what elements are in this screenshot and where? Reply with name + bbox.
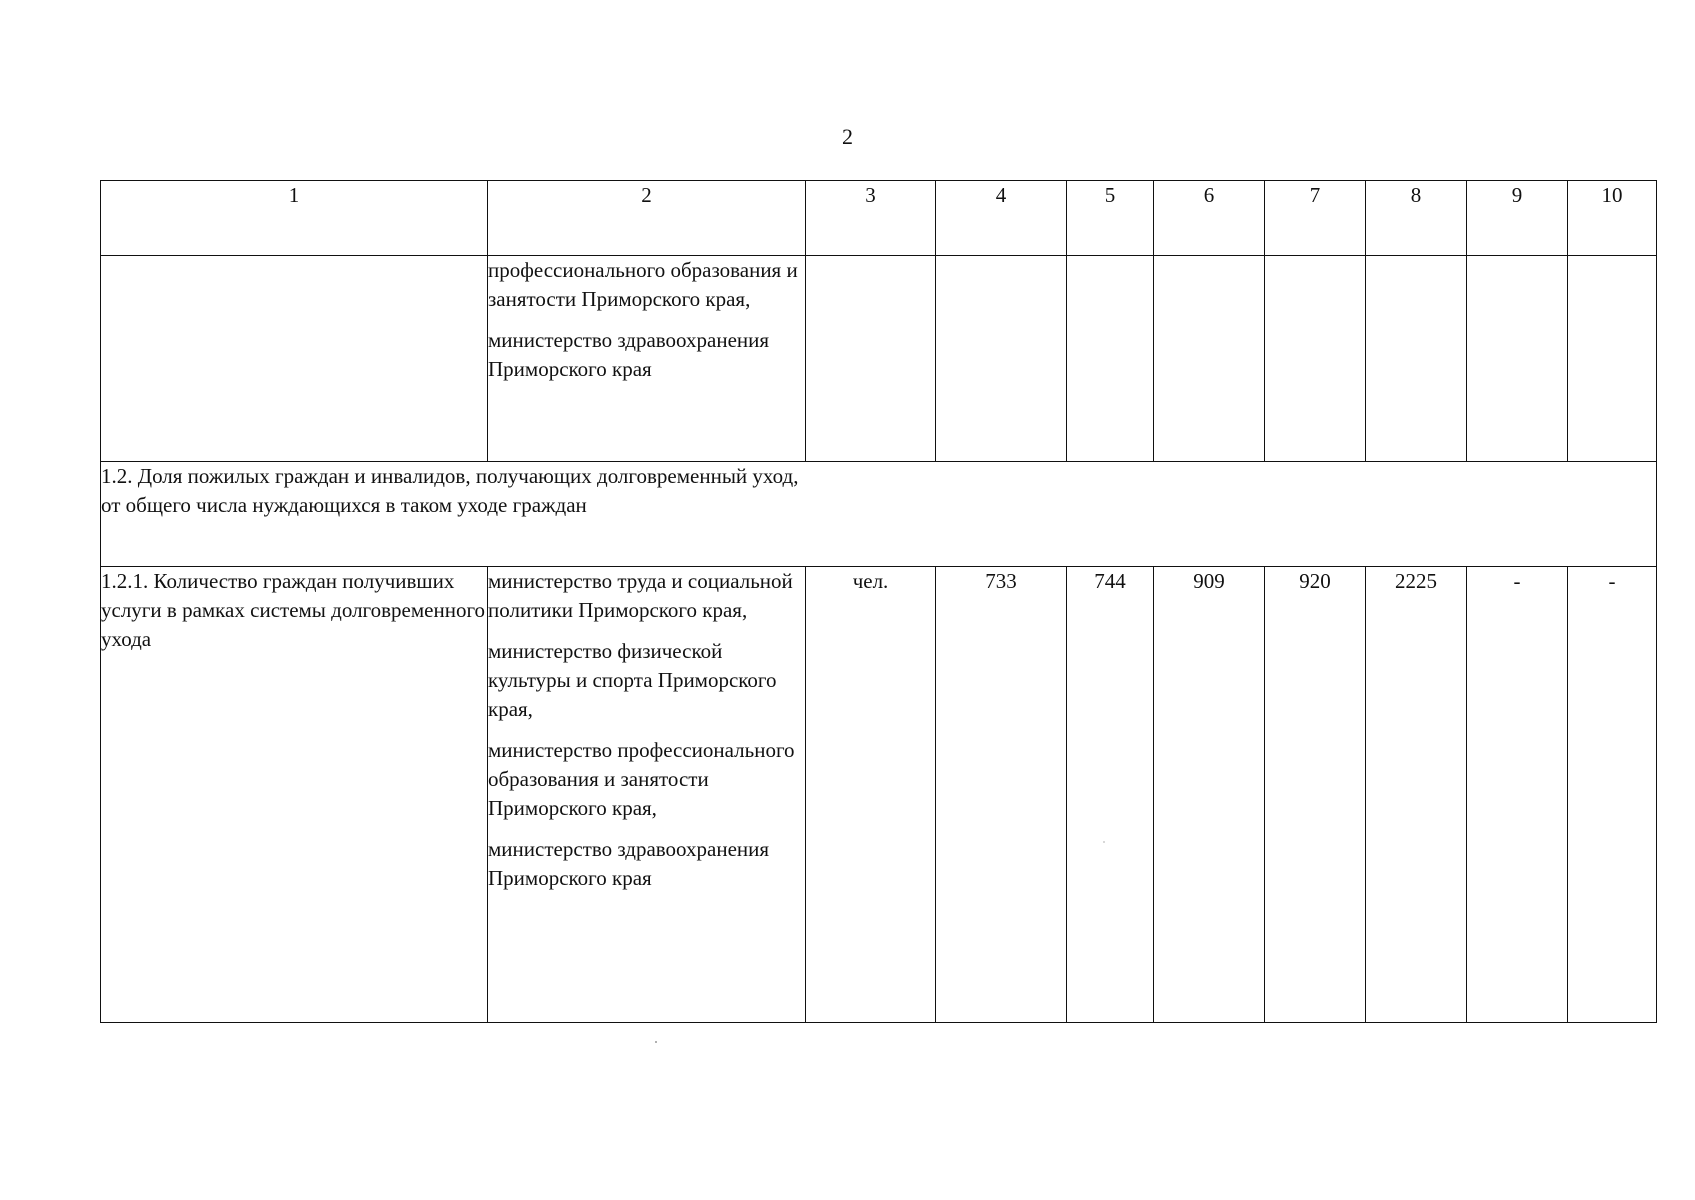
executor-text: министерство профессионального образования и занятости Приморского края,	[488, 738, 795, 820]
table-cell	[1067, 256, 1154, 462]
indicators-table	[100, 180, 1657, 1023]
column-header: 5	[1067, 181, 1154, 256]
table-cell	[1366, 256, 1467, 462]
page-number: 2	[842, 124, 853, 149]
column-header: 2	[488, 181, 806, 256]
column-header: 4	[936, 181, 1067, 256]
scan-speck	[1103, 841, 1105, 843]
indicator-name: 1.2.1. Количество граждан получивших услуги в рамках системы долговременного ухода	[101, 569, 486, 651]
column-header: 9	[1467, 181, 1568, 256]
column-number-header-row	[101, 181, 1657, 256]
executor-cell	[488, 567, 806, 1023]
section-heading-cell	[101, 462, 1657, 567]
executor-text: профессионального образования и занятости Приморского края,	[488, 258, 798, 311]
table-row-continuation	[101, 256, 1657, 462]
section-heading-row	[101, 462, 1657, 567]
executor-text: министерство здравоохранения Приморского края	[488, 837, 770, 890]
value-cell: 2225	[1366, 567, 1467, 1023]
value-cell: -	[1467, 567, 1568, 1023]
table-cell	[1154, 256, 1265, 462]
value-cell: -	[1568, 567, 1657, 1023]
table-cell	[1467, 256, 1568, 462]
table-cell	[806, 256, 936, 462]
column-header: 3	[806, 181, 936, 256]
value-cell: 920	[1265, 567, 1366, 1023]
indicator-name-cell	[101, 256, 488, 462]
executor-text: министерство физической культуры и спорта Приморского края,	[488, 639, 777, 721]
unit-cell: чел.	[806, 567, 936, 1023]
value-cell: 744	[1067, 567, 1154, 1023]
table-cell	[1568, 256, 1657, 462]
value-cell: 909	[1154, 567, 1265, 1023]
executor-cell	[488, 256, 806, 462]
table-cell	[936, 256, 1067, 462]
indicator-name-cell	[101, 567, 488, 1023]
executor-text: министерство труда и социальной политики Приморского края,	[488, 569, 793, 622]
column-header: 1	[101, 181, 488, 256]
column-header: 7	[1265, 181, 1366, 256]
section-heading-line: 1.2. Доля пожилых граждан и инвалидов, получающих долговременный уход,	[101, 464, 799, 488]
column-header: 10	[1568, 181, 1657, 256]
value-cell: 733	[936, 567, 1067, 1023]
table-row-indicator	[101, 567, 1657, 1023]
column-header: 8	[1366, 181, 1467, 256]
scan-speck	[655, 1041, 657, 1043]
table-cell	[1265, 256, 1366, 462]
executor-text: министерство здравоохранения Приморского края	[488, 328, 770, 381]
section-heading-line: от общего числа нуждающихся в таком уходе граждан	[101, 493, 587, 517]
column-header: 6	[1154, 181, 1265, 256]
